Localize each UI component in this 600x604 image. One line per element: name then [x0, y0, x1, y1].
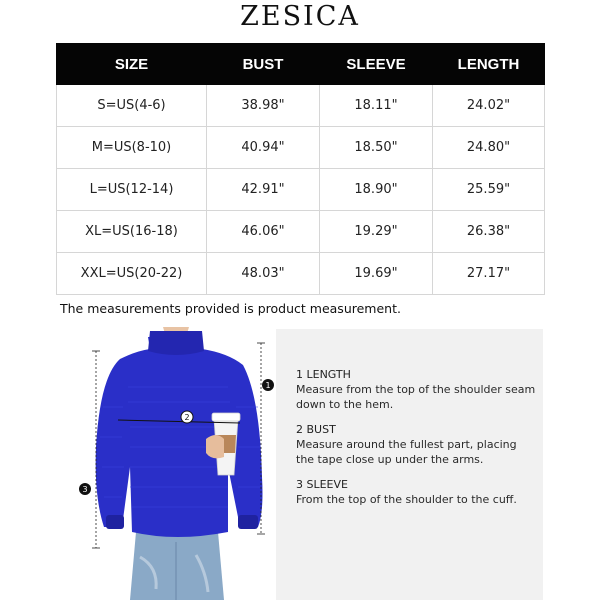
- cell-sleeve: 19.29": [320, 211, 433, 253]
- cell-size: XL=US(16-18): [57, 211, 207, 253]
- guide-sleeve: [296, 477, 536, 507]
- marker-1-icon: [262, 379, 274, 391]
- guide-bust-desc: Measure around the fullest part, placing the tape close up under the arms.: [296, 438, 517, 466]
- measurement-note: The measurements provided is product measurement.: [60, 301, 401, 316]
- header-size: SIZE: [57, 44, 207, 85]
- guide-sleeve-title: 3 SLEEVE: [296, 478, 348, 491]
- guide-bust: [296, 422, 536, 467]
- cell-sleeve: 19.69": [320, 253, 433, 295]
- table-row: [57, 85, 545, 127]
- header-sleeve: SLEEVE: [320, 44, 433, 85]
- cell-length: 26.38": [433, 211, 545, 253]
- marker-2-label: 2: [184, 413, 190, 422]
- guide-bust-title: 2 BUST: [296, 423, 336, 436]
- guide-length-title: 1 LENGTH: [296, 368, 351, 381]
- sweater-illustration: [78, 327, 274, 600]
- cell-bust: 38.98": [207, 85, 320, 127]
- table-row: [57, 169, 545, 211]
- table-row: [57, 127, 545, 169]
- cell-size: M=US(8-10): [57, 127, 207, 169]
- cell-bust: 46.06": [207, 211, 320, 253]
- brand-logo: ZESICA: [240, 1, 360, 32]
- size-chart-table: [56, 43, 545, 295]
- cell-bust: 48.03": [207, 253, 320, 295]
- measurement-guide-panel: [276, 329, 543, 600]
- cell-size: S=US(4-6): [57, 85, 207, 127]
- cell-bust: 40.94": [207, 127, 320, 169]
- product-figure: [78, 327, 274, 600]
- header-length: LENGTH: [433, 44, 545, 85]
- cell-size: XXL=US(20-22): [57, 253, 207, 295]
- marker-3-label: 3: [82, 485, 88, 494]
- table-row: [57, 211, 545, 253]
- cell-length: 24.80": [433, 127, 545, 169]
- cell-length: 24.02": [433, 85, 545, 127]
- header-bust: BUST: [207, 44, 320, 85]
- cell-length: 27.17": [433, 253, 545, 295]
- cell-sleeve: 18.11": [320, 85, 433, 127]
- cell-sleeve: 18.50": [320, 127, 433, 169]
- marker-3-icon: [79, 483, 91, 495]
- guide-sleeve-desc: From the top of the shoulder to the cuff.: [296, 493, 517, 506]
- cell-length: 25.59": [433, 169, 545, 211]
- table-header-row: [57, 44, 545, 85]
- guide-length: [296, 367, 536, 412]
- guide-length-desc: Measure from the top of the shoulder seam down to the hem.: [296, 383, 536, 411]
- cell-sleeve: 18.90": [320, 169, 433, 211]
- marker-1-label: 1: [265, 381, 271, 390]
- cell-size: L=US(12-14): [57, 169, 207, 211]
- table-row: [57, 253, 545, 295]
- cell-bust: 42.91": [207, 169, 320, 211]
- marker-2-icon: [181, 411, 193, 423]
